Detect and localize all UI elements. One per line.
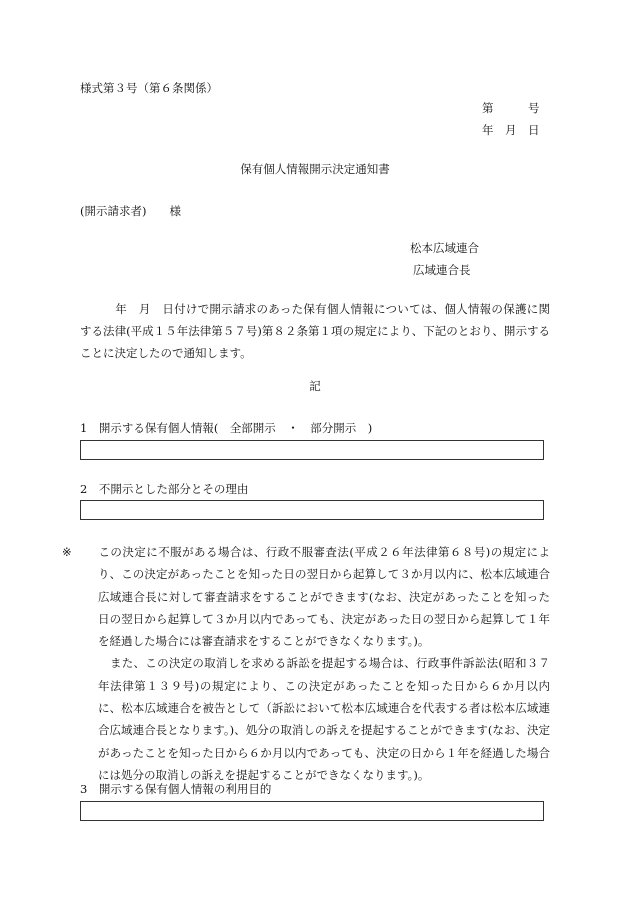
form-number: 様式第３号（第６条関係） xyxy=(80,81,218,95)
document-title: 保有個人情報開示決定通知書 xyxy=(240,162,390,176)
section3-label: 3 開示する保有個人情報の利用目的 xyxy=(80,782,272,796)
section1-field[interactable] xyxy=(80,440,544,460)
section3-field[interactable] xyxy=(80,801,544,821)
section1-label: 1 開示する保有個人情報( 全部開示 ・ 部分開示 ) xyxy=(80,421,373,435)
appeal-note-para1: ※ この決定に不服がある場合は、行政不服審査法(平成２６年法律第６８号)の規定により、この決定があったことを知った日の翌日から起算して３か月以内に、松本広域連合広域連合長に対して審査請求をすることができます(なお、決定があったことを知った日の翌日から起算して３か月以内であっても、決定があった日の翌日から起算して１年を経過した場合には審査請求をすることができなくなります。)。 xyxy=(80,541,550,652)
section2-field[interactable] xyxy=(80,500,544,520)
appeal-note xyxy=(62,541,550,786)
issuer-org: 松本広域連合 xyxy=(410,241,479,255)
note-mark: ※ xyxy=(62,545,72,559)
ki-heading: 記 xyxy=(309,379,321,393)
document-date: 年 月 日 xyxy=(482,123,540,137)
appeal-note-para2: また、この決定の取消しを求める訴訟を提起する場合は、行政事件訴訟法(昭和３７年法律第１３９号)の規定により、この決定があったことを知った日から６か月以内に、松本広域連合を被告として（訴訟において松本広域連合を代表する者は松本広域連合広域連合長となります。)、処分の取消しの訴えを提起することができます(なお、決定があったことを知った日から６か月以内であっても、決定の日から１年を経過した場合には処分の取消しの訴えを提起することができなくなります。)。 xyxy=(98,656,550,782)
section2-label: 2 不開示とした部分とその理由 xyxy=(80,482,249,496)
issuer-role: 広域連合長 xyxy=(413,263,471,277)
document-number: 第 号 xyxy=(482,101,540,115)
body-paragraph: 年 月 日付けで開示請求のあった保有個人情報については、個人情報の保護に関する法律(平成１５年法律第５７号)第８２条第１項の規定により、下記のとおり、開示することに決定したので通知します。 xyxy=(80,302,550,360)
recipient-line: (開示請求者) 様 xyxy=(80,204,181,218)
